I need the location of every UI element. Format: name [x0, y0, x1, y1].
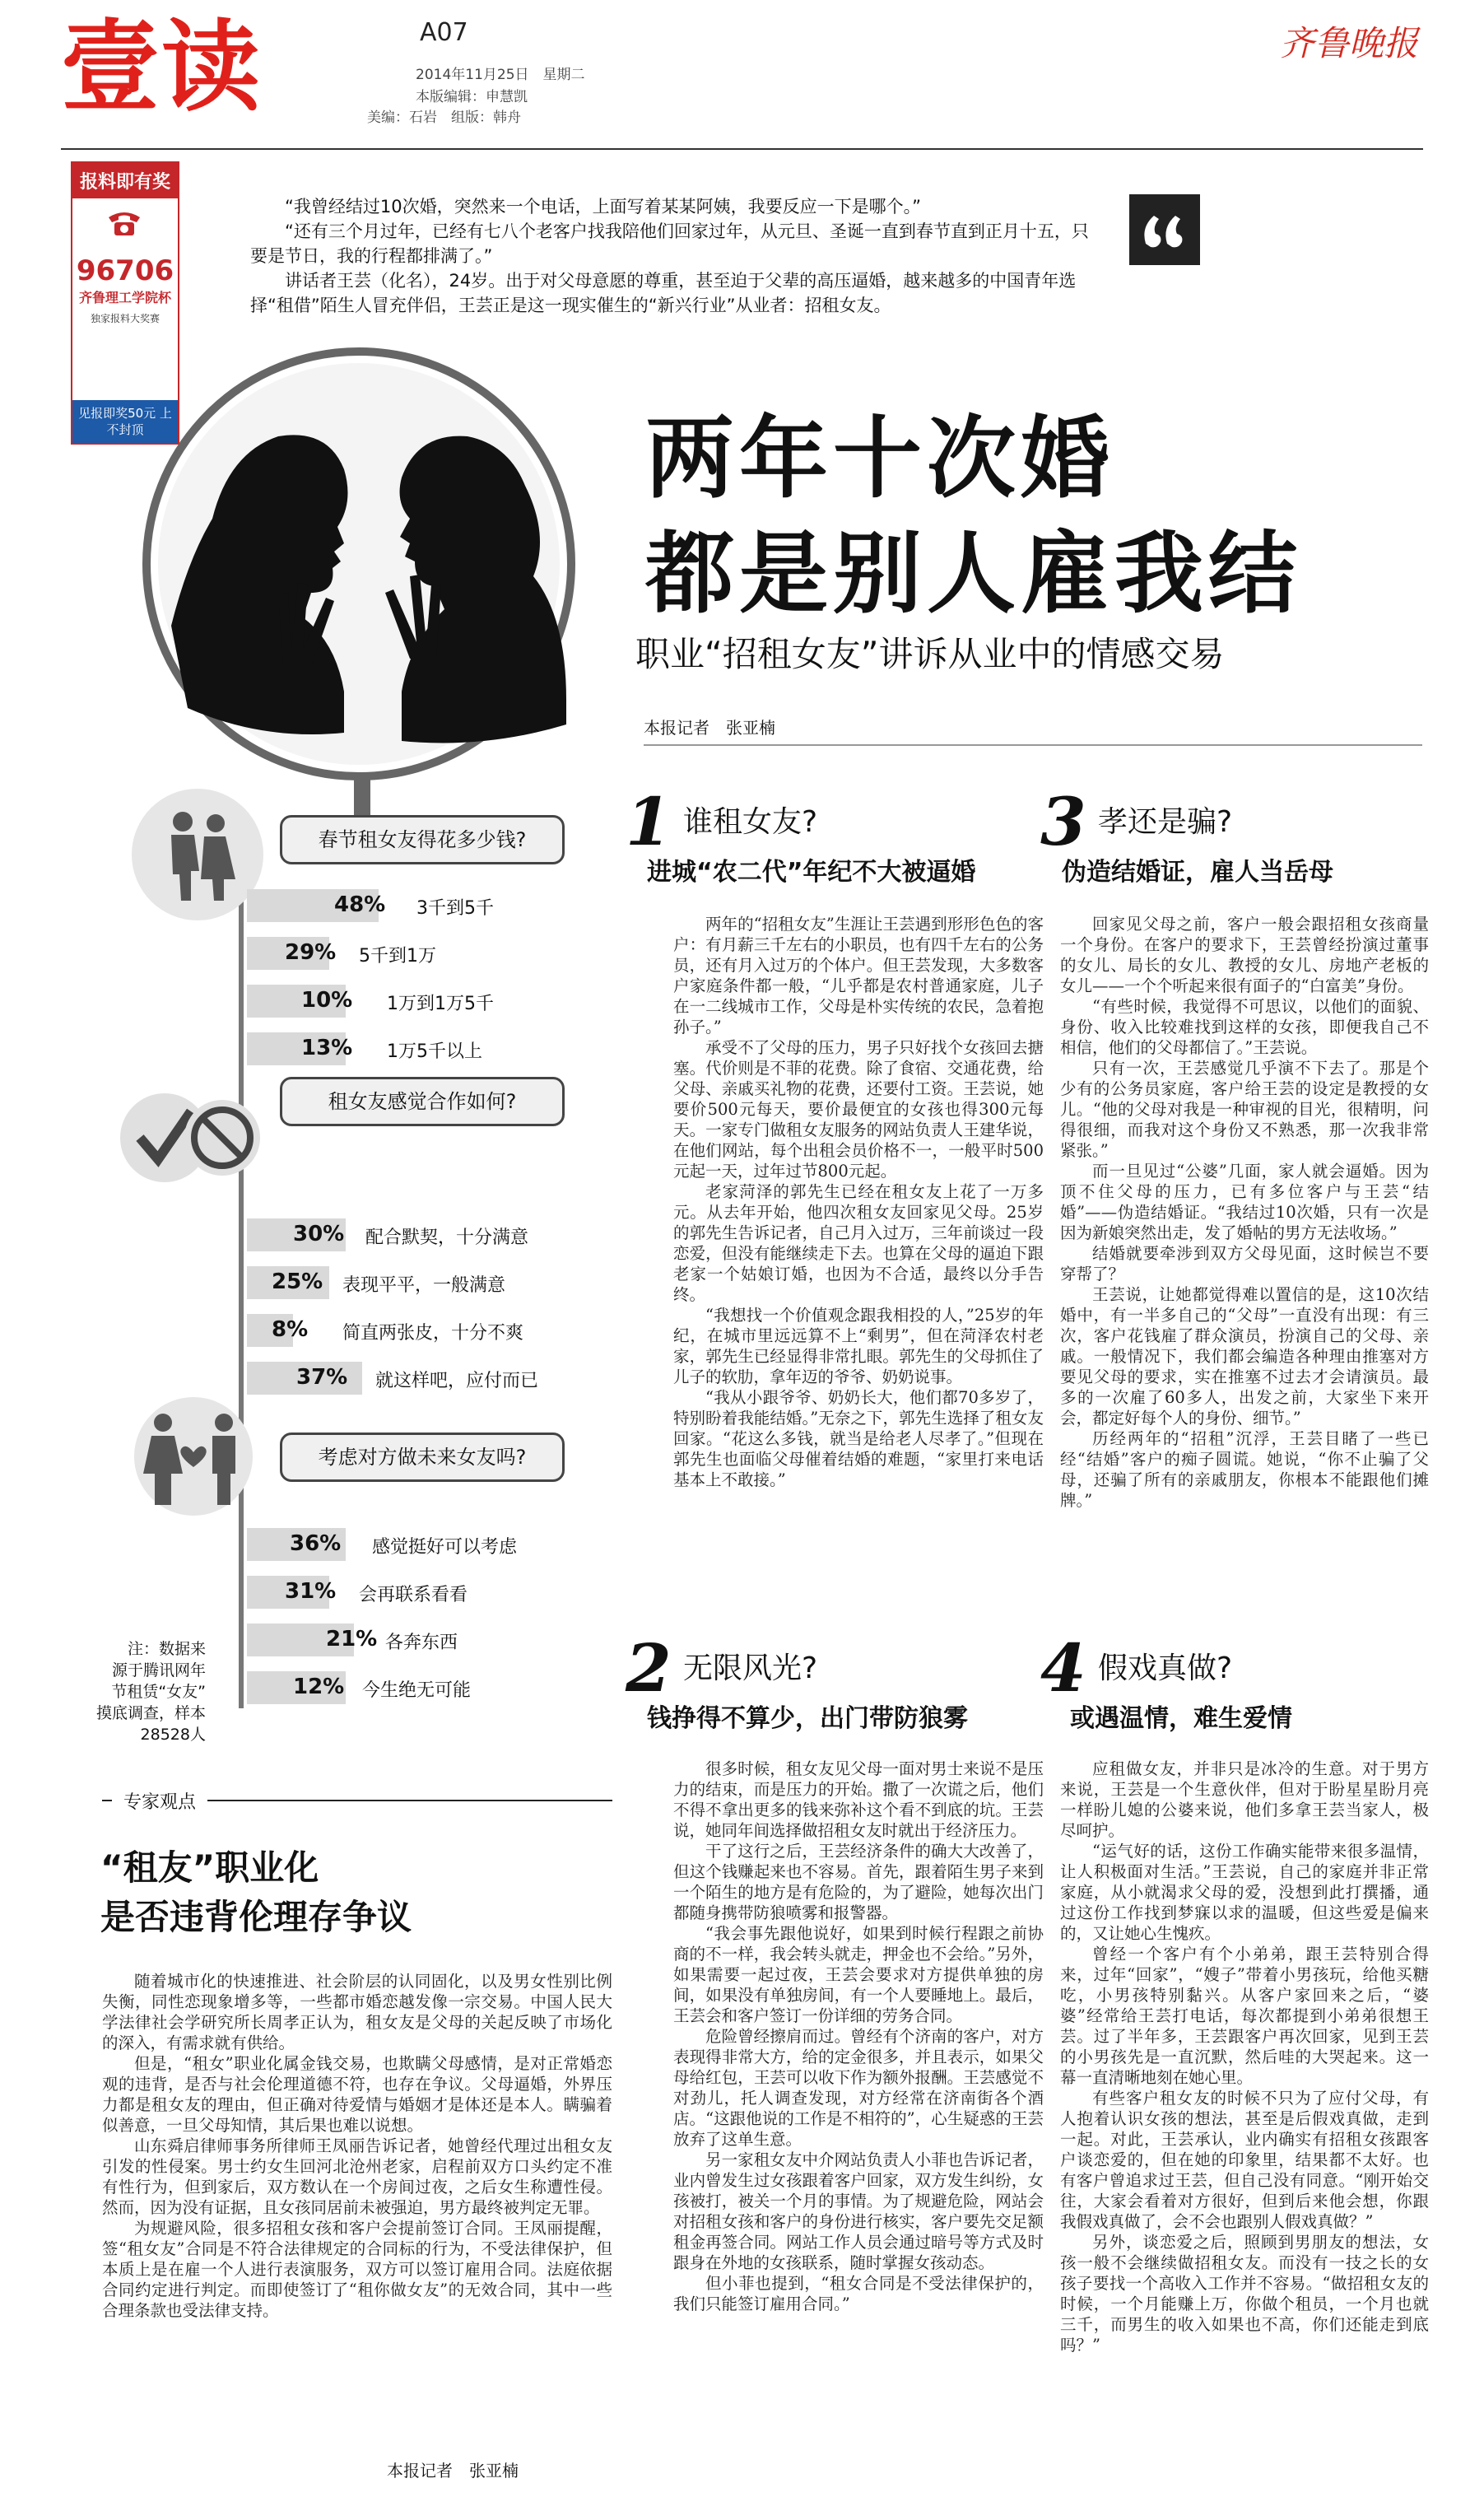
- poll-pct: 37%: [296, 1365, 348, 1390]
- section-title: 假戏真做?: [1098, 1651, 1233, 1685]
- section-number: 2: [626, 1629, 672, 1707]
- poll-options: [247, 884, 593, 1075]
- poll-pct: 36%: [290, 1531, 342, 1556]
- poll-pct: 30%: [293, 1222, 345, 1246]
- hotline-reward: 见报即奖50元 上不封顶: [72, 400, 178, 443]
- poll-pct: 48%: [334, 892, 386, 917]
- couple-heart-icon: [123, 1395, 263, 1518]
- section-2-body: 很多时候，租女友见父母一面对男士来说不是压力的结束，而是压力的开始。撒了一次谎之后，他们不得不拿出更多的钱来弥补这个看不到底的坑。王芸说，她同年间选择做招租女友时就出于经济压力。 干了这行之后，王芸经济条件的确大大改善了，但这个钱赚起来也不容易。首先，跟着陌生男子来到一个陌生的地方是有危险的，为了避险，她每次出门都随身携带防狼喷雾和报警器。 “我会事先跟他说好，如果到时候行程跟之前协商的不一样，我会转头就走，押金也不会给。”另外，如果需要一起过夜，王芸会要求对方提供单独的房间，如果没有单独房间，有一个人要睡地上。最后，王芸会和客户签订一份详细的劳务合同。 危险曾经擦肩而过。曾经有个济南的客户，对方表现得非常大方，给的定金很多，并且表示，如果父母给红包，王芸可以收下作为额外报酬。王芸感觉不对劲儿，托人调查发现，对方经常在济南街各个酒店。“这跟他说的工作是不相符的”，心生疑惑的王芸放弃了这单生意。 另一家租女友中介网站负责人小菲也告诉记者，业内曾发生过女孩跟着客户回家，双方发生纠纷，女孩被打，被关一个月的事情。为了规避危险，网站会对招租女孩和客户的身份进行核实，客户要先交足额租金再签合同。网站工作人员会通过暗号等方式及时跟身在外地的女孩联系，随时掌握女孩动态。 但小菲也提到，“租女合同是不受法律保护的，我们只能签订雇用合同。”: [673, 1759, 1044, 2313]
- poll-pct: 29%: [285, 940, 337, 965]
- page-number: A07: [420, 18, 468, 47]
- hotline-sponsor: 齐鲁理工学院杯: [78, 290, 171, 305]
- hotline-number: 96706: [76, 254, 174, 287]
- check-forbid-icon: [115, 1072, 263, 1204]
- couple-silhouette-illustration: [138, 346, 599, 856]
- poll-question: 考虑对方做未来女友吗?: [280, 1433, 565, 1482]
- expert-headline-line1: “租友”职业化: [100, 1847, 319, 1888]
- poll-option-label: 各奔东西: [385, 1633, 458, 1653]
- couple-walking-icon: [132, 789, 263, 920]
- art-credit: 美编：石岩 组版：韩舟: [367, 109, 521, 126]
- poll-option-label: 会再联系看看: [359, 1585, 468, 1605]
- hotline-award: 独家报料大奖赛: [90, 313, 160, 324]
- poll-option-label: 就这样吧，应付而已: [375, 1371, 539, 1391]
- lead-paragraph: “我曾经结过10次婚，突然来一个电话，上面写着某某阿姨，我要反应一下是哪个。”: [285, 197, 921, 217]
- expert-tag: 专家观点: [123, 1792, 197, 1813]
- poll-option-label: 5千到1万: [359, 946, 436, 967]
- poll-option-label: 今生绝无可能: [362, 1680, 472, 1701]
- phone-icon: [104, 206, 145, 239]
- headline-rule: [644, 744, 1422, 746]
- section-subtitle: 钱挣得不算少，出门带防狼雾: [647, 1704, 968, 1733]
- section-subtitle: 或遇温情，难生爱情: [1070, 1704, 1292, 1733]
- expert-headline-line2: 是否违背伦理存争议: [100, 1897, 412, 1937]
- hotline-title: 报料即有奖: [72, 163, 178, 198]
- section-subtitle: 进城“农二代”年纪不大被逼婚: [647, 858, 976, 887]
- section-1-body: 两年的“招租女友”生涯让王芸遇到形形色色的客户：有月薪三千左右的小职员，也有四千左右的公务员，还有月入过万的个体户。但王芸发现，大多数客户家庭条件都一般，“儿乎都是农村普通家庭，儿子在一二线城市工作，父母是朴实传统的农民，急着抱孙子。” 承受不了父母的压力，男子只好找个女孩回去搪塞。代价则是不菲的花费。除了食宿、交通花费，给父母、亲戚买礼物的花费，还要付工资。王芸说，她要价500元每天，要价最便宜的女孩也得300元每天。一家专门做租女友服务的网站负责人王建华说，在他们网站，每个出租会员价格不一，一般平时500元起一天，过年过节800元起。 老家菏泽的郭先生已经在租女友上花了一万多元。从去年开始，他四次租女友回家见父母。25岁的郭先生告诉记者，自己月入过万，三年前谈过一段恋爱，但没有能继续走下去。也算在父母的逼迫下跟老家一个姑娘订婚，也因为不合适，最终以分手告终。 “我想找一个价值观念跟我相投的人，”25岁的年纪，在城市里远远算不上“剩男”，但在菏泽农村老家，郭先生已经显得非常扎眼。郭先生的父母抓住了儿子的软肋，拿年迈的爷爷、奶奶说事。 “我从小跟爷爷、奶奶长大，他们都70多岁了，特别盼着我能结婚。”无奈之下，郭先生选择了租女友回家。“花这么多钱，就当是给老人尽孝了。”但现在郭先生也面临父母催着结婚的难题，“家里打来电话基本上不敢接。”: [673, 915, 1044, 1489]
- poll-question: 春节租女友得花多少钱?: [280, 815, 565, 864]
- section-number: 3: [1040, 783, 1086, 860]
- poll-option-label: 3千到5千: [416, 898, 494, 919]
- poll-pct: 21%: [326, 1627, 378, 1651]
- lead-intro: [250, 194, 1090, 318]
- section-number: 1: [626, 783, 672, 860]
- poll-option-label: 感觉挺好可以考虑: [372, 1537, 518, 1558]
- headline-line2: 都是别人雇我结: [645, 523, 1303, 626]
- section-title: 谁租女友?: [683, 805, 818, 839]
- section-title: 孝还是骗?: [1098, 805, 1233, 839]
- section-subtitle: 伪造结婚证，雇人当岳母: [1062, 858, 1333, 887]
- poll-option-label: 配合默契，十分满意: [365, 1228, 529, 1248]
- headline-line1: 两年十次婚: [645, 408, 1115, 510]
- poll-spine: [239, 852, 244, 1708]
- section-title: 壹读: [61, 11, 262, 125]
- poll-options: [247, 1523, 609, 1714]
- masthead-rule: [61, 148, 1423, 150]
- poll-option-label: 表现平平，一般满意: [342, 1275, 506, 1296]
- poll-source-note: 注：数据来 源于腾讯网年 节租赁“女友” 摸底调查，样本 28528人: [95, 1640, 206, 1744]
- headline-subhead: 职业“招租女友”讲诉从业中的情感交易: [635, 634, 1225, 674]
- poll-pct: 12%: [293, 1675, 345, 1699]
- poll-options: [247, 1214, 609, 1405]
- paper-logo: 齐鲁晚报: [1279, 23, 1418, 63]
- expert-body: 随着城市化的快速推进、社会阶层的认同固化，以及男女性别比例失衡，同性恋现象增多等，一些都市婚恋越发像一宗交易。中国人民大学法律社会学研究所长周孝正认为，租女友是父母的关起反映了市场化的深入，有需求就有供给。 但是，“租女”职业化属金钱交易，也欺瞒父母感情，是对正常婚恋观的违背，是否与社会伦理道德不符，也存在争议。父母逼婚，外界压力都是租女友的理由，但正确对待爱情与婚姻才是体还是本人。瞒骗着似善意，一旦父母知情，其后果也难以说想。 山东舜启律师事务所律师王凤丽告诉记者，她曾经代理过出租女友引发的性侵案。男士约女生回河北沧州老家，启程前双方口头约定不准有性行为，但到家后，双方数认在一个房间过夜，之后女生称遭性侵。然而，因为没有证据，且女孩同居前未被强迫，男方最终被判定无罪。 为规避风险，很多招租女孩和客户会提前签订合同。王凤丽提醒，签“租女友”合同是不符合法律规定的合同标的行为，不受法律保护，但本质上是在雇一个人进行表演服务，双方可以签订雇用合同。法庭依据合同约定进行判定。而即使签订了“租你做女友”的无效合同，其中一些合理条款也受法律支持。: [102, 1972, 612, 2320]
- editor-credit: 本版编辑：申慧凯: [416, 89, 528, 105]
- expert-byline: 本报记者 张亚楠: [387, 2461, 519, 2481]
- section-title: 无限风光?: [683, 1651, 818, 1685]
- poll-pct: 10%: [301, 988, 353, 1013]
- section-4-body: 应租做女友，并非只是冰冷的生意。对于男方来说，王芸是一个生意伙伴，但对于盼星星盼月亮一样盼儿媳的公婆来说，他们多拿王芸当家人，极尽呵护。 “运气好的话，这份工作确实能带来很多温情，让人积极面对生活。”王芸说，自己的家庭并非正常家庭，从小就渴求父母的爱，没想到此打撰播，通过这份工作找到梦寐以求的温暖，但这些爱是偏来的，又让她心生愧疚。 曾经一个客户有个小弟弟，跟王芸特别合得来，过年“回家”，“嫂子”带着小男孩玩，给他买糖吃，小男孩特别黏兴。从客户家回来之后，“婆婆”经常给王芸打电话，每次都提到小弟弟很想王芸。过了半年多，王芸跟客户再次回家，见到王芸的小男孩先是一直沉默，然后哇的大哭起来。这一幕一直清晰地刻在她心里。 有些客户租女友的时候不只为了应付父母，有人抱着认识女孩的想法，甚至是后假戏真做，走到一起。对此，王芸承认，业内确实有招租女孩跟客户谈恋爱的，但在她的印象里，结果都不太好。也有客户曾追求过王芸，但自己没有同意。“刚开始交往，大家会看着对方很好，但到后来他会想，你跟我假戏真做了，会不会也跟别人假戏真做？” 另外，谈恋爱之后，照顾到男朋友的想法，女孩一般不会继续做招租女友。而没有一技之长的女孩子要找一个高收入工作并不容易。“做招租女友的时候，一个月能赚上万，你做个租员，一个月也就三千，而男生的收入如果也不高，你们还能走到底吗？”: [1060, 1759, 1429, 2355]
- quote-mark-icon: [1129, 194, 1200, 265]
- lead-paragraph: “还有三个月过年，已经有七八个老客户找我陪他们回家过年，从元旦、圣诞一直到春节直到正月十五，只要是节日，我的行程都排满了。”: [250, 221, 1089, 266]
- section-3-body: 回家见父母之前，客户一般会跟招租女孩商量一个身份。在客户的要求下，王芸曾经扮演过董事的女儿、局长的女儿、教授的女儿、房地产老板的女儿——一个个听起来很有面子的“白富美”身份。 “有些时候，我觉得不可思议，以他们的面貌、身份、收入比较难找到这样的女孩，即便我自己不相信，他们的父母都信了。”王芸说。 只有一次，王芸感觉几乎演不下去了。那是个少有的公务员家庭，客户给王芸的设定是教授的女儿。“他的父母对我是一种审视的目光，很精明，问得很细，而我对这个身份又不熟悉，那一次我非常紧张。” 而一旦见过“公婆”几面，家人就会逼婚。因为顶不住父母的压力，已有多位客户与王芸“结婚”——伪造结婚证。“我结过10次婚，只有一次是因为新娘突然出走，发了婚帖的男方无法收场。” 结婚就要牵涉到双方父母见面，这时候岂不要穿帮了？ 王芸说，让她都觉得难以置信的是，这10次结婚中，有一半多自己的“父母”一直没有出现：有三次，客户花钱雇了群众演员，扮演自己的父母、亲戚。一般情况下，我们都会编造各种理由推塞对方要见父母的要求，实在推塞不过去才会请演员。最多的一次雇了60多人，出发之前，大家坐下来开会，都定好每个人的身份、细节。” 历经两年的“招租”沉浮，王芸目睹了一些已经“结婚”客户的痴子圆谎。她说，“你不止骗了父母，还骗了所有的亲戚朋友，你根本不能跟他们摊牌。”: [1060, 915, 1429, 1510]
- poll-option-label: 1万到1万5千: [387, 994, 494, 1014]
- poll-question: 租女友感觉合作如何?: [280, 1077, 565, 1126]
- poll-pct: 13%: [301, 1036, 353, 1060]
- issue-date: 2014年11月25日 星期二: [416, 67, 585, 83]
- headline-byline: 本报记者 张亚楠: [644, 718, 775, 738]
- lead-paragraph: 讲话者王芸（化名），24岁。出于对父母意愿的尊重，甚至迫于父辈的高压逼婚，越来越多的中国青年选择“租借”陌生人冒充伴侣，王芸正是这一现实催生的“新兴行业”从业者：招租女友。: [250, 271, 1077, 315]
- poll-option-label: 1万5千以上: [387, 1041, 482, 1062]
- poll-pct: 8%: [272, 1317, 309, 1342]
- poll-pct: 25%: [272, 1269, 323, 1294]
- poll-option-label: 简直两张皮，十分不爽: [342, 1323, 524, 1344]
- poll-pct: 31%: [285, 1579, 337, 1604]
- section-number: 4: [1040, 1629, 1086, 1707]
